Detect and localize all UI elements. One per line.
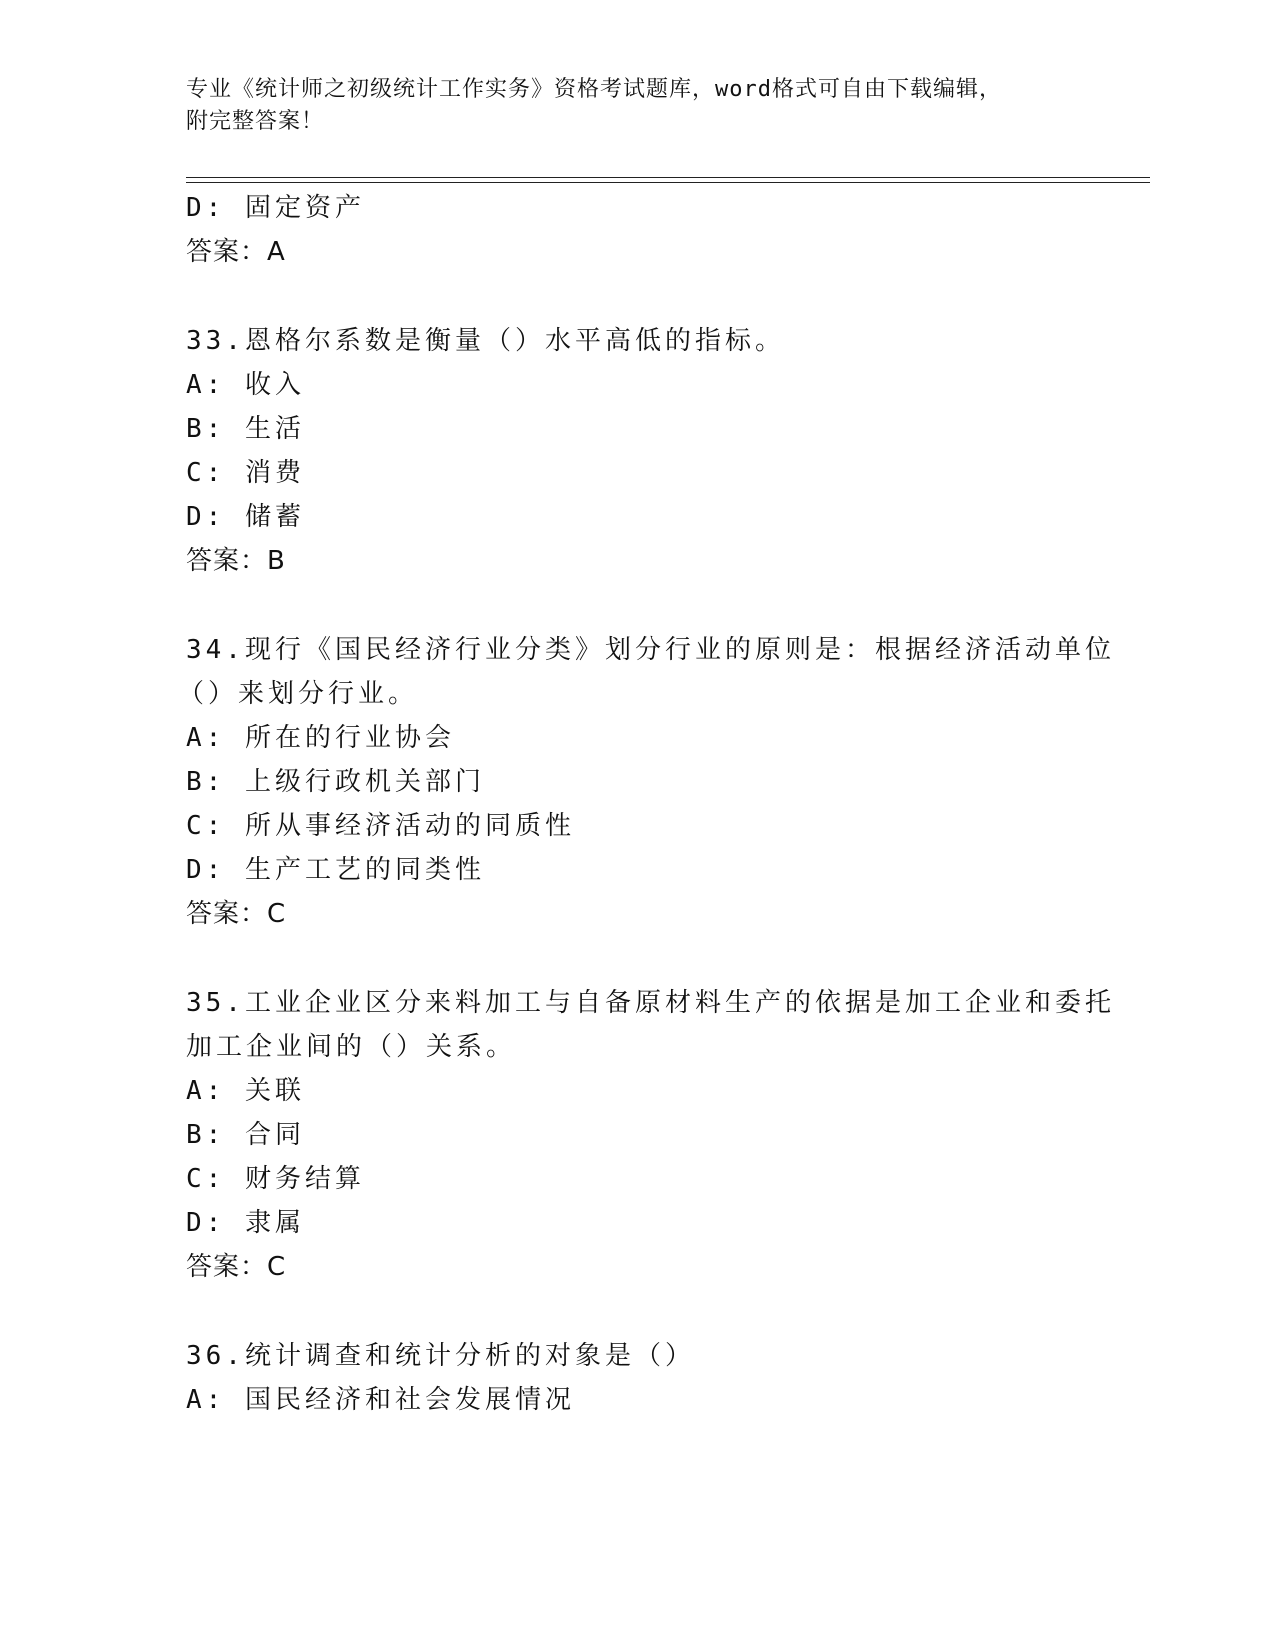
q34-option-d: D: 生产工艺的同类性 bbox=[186, 855, 485, 885]
q34-stem-line-1: 34.现行《国民经济行业分类》划分行业的原则是：根据经济活动单位 bbox=[186, 635, 1115, 665]
q33-option-a: A: 收入 bbox=[186, 370, 305, 400]
q34-answer: 答案：C bbox=[186, 899, 287, 929]
header-divider-top bbox=[186, 177, 1150, 178]
q35-stem-line-2: 加工企业间的（）关系。 bbox=[186, 1032, 517, 1062]
document-header bbox=[186, 74, 1086, 138]
q34-stem-line-2: （）来划分行业。 bbox=[178, 679, 419, 709]
q35-option-b: B: 合同 bbox=[186, 1120, 305, 1150]
q34-option-b: B: 上级行政机关部门 bbox=[186, 767, 485, 797]
q33-option-d: D: 储蓄 bbox=[186, 502, 305, 532]
q33-stem: 33.恩格尔系数是衡量（）水平高低的指标。 bbox=[186, 326, 785, 356]
q35-stem-line-1: 35.工业企业区分来料加工与自备原材料生产的依据是加工企业和委托 bbox=[186, 988, 1115, 1018]
q35-option-d: D: 隶属 bbox=[186, 1208, 305, 1238]
q33-option-c: C: 消费 bbox=[186, 458, 305, 488]
q35-answer: 答案：C bbox=[186, 1252, 287, 1282]
q32-option-d: D: 固定资产 bbox=[186, 193, 365, 223]
header-divider-bottom bbox=[186, 182, 1150, 183]
q34-option-a: A: 所在的行业协会 bbox=[186, 723, 455, 753]
q33-answer: 答案：B bbox=[186, 546, 286, 576]
q32-answer: 答案：A bbox=[186, 237, 286, 267]
header-line-2: 附完整答案！ bbox=[186, 109, 325, 134]
header-line-1: 专业《统计师之初级统计工作实务》资格考试题库，word格式可自由下载编辑， bbox=[186, 77, 1002, 102]
q36-option-a: A: 国民经济和社会发展情况 bbox=[186, 1385, 575, 1415]
q35-option-a: A: 关联 bbox=[186, 1076, 305, 1106]
q33-option-b: B: 生活 bbox=[186, 414, 305, 444]
q34-option-c: C: 所从事经济活动的同质性 bbox=[186, 811, 575, 841]
q35-option-c: C: 财务结算 bbox=[186, 1164, 365, 1194]
q36-stem: 36.统计调查和统计分析的对象是（） bbox=[186, 1341, 695, 1371]
